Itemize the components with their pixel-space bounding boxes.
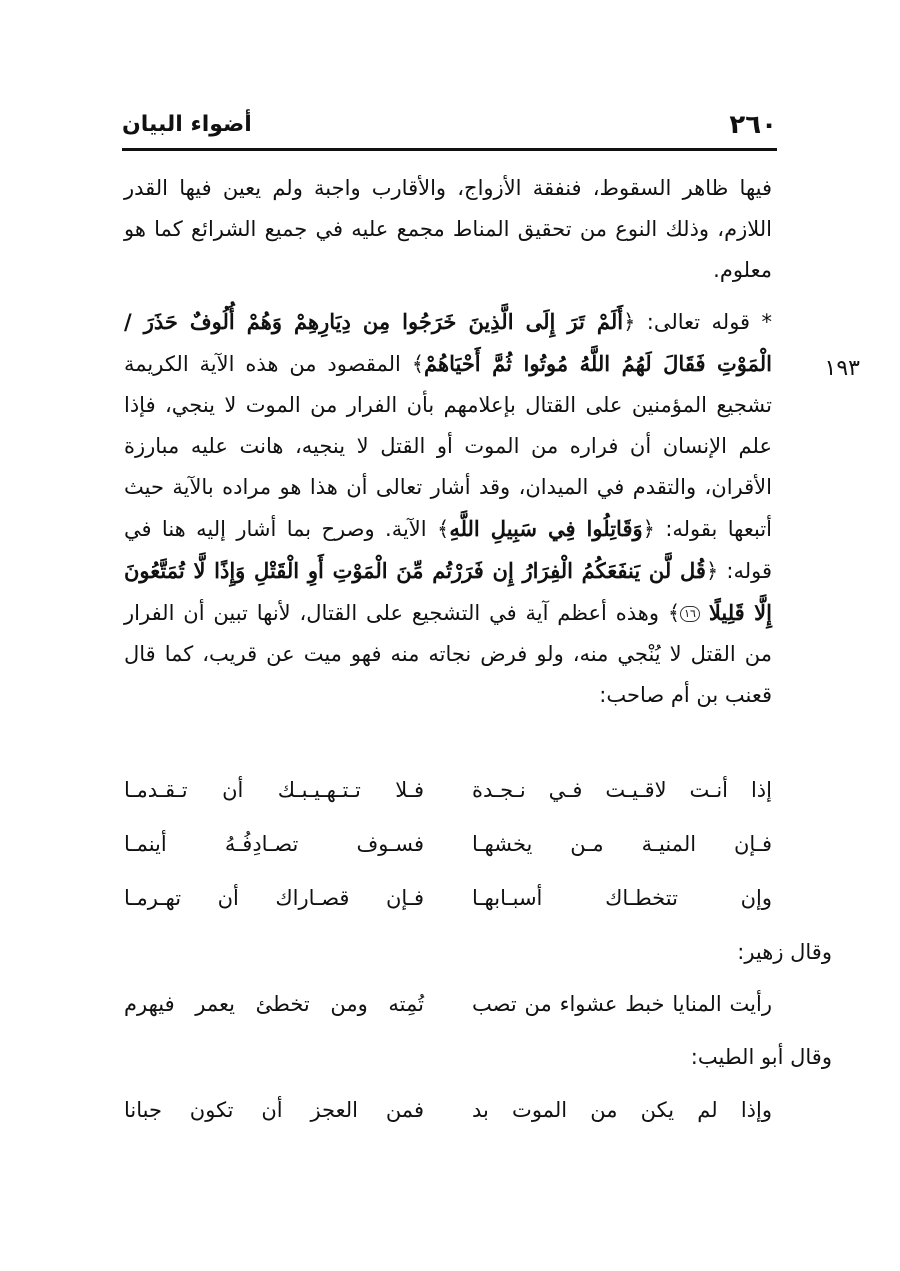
poem-line — [124, 992, 772, 1032]
quran-verse-2: وَقَاتِلُوا فِي سَبِيلِ اللَّهِ — [449, 516, 643, 541]
page-number: ٢٦٠ — [729, 110, 777, 140]
book-title: أضواء البيان — [122, 112, 252, 137]
second-hemistich: فسـوف تصـادِفُـهُ أينمـا — [124, 832, 424, 856]
abu-tayyib-intro: وقال أبو الطيب: — [690, 1045, 832, 1069]
poem-line — [124, 886, 772, 926]
paragraph-2-text-a: ﴾ المقصود من هذه الآية الكريمة تشجيع المؤمنين على القتال بإعلامهم بأن الفرار من الموت لا ينجي، فإذا علم الإنسان أن فراره من الموت أو القتل لا ينجيه، هانت عليه مبارزة الأقران، والتقدم في الميدان، وقد أشار تعالى أن هذا هو مراده بالآية حيث أتبعها بقوله: ﴿ — [124, 352, 772, 541]
margin-reference-number: ١٩٣ — [824, 356, 860, 381]
page-header — [122, 108, 777, 151]
paragraph-2 — [124, 301, 772, 716]
second-hemistich: تُمِته ومن تخطئ يعمر فيهرم — [124, 992, 424, 1016]
first-hemistich: فـإن المنيـة مـن يخشهـا — [472, 832, 772, 856]
paragraph-2-text-c: ﴾ وهذه أعظم آية في التشجيع على القتال، لأنها تبين أن الفرار من القتل لا يُنْجي منه، ولو فرض نجاته منه فهو ميت عن قريب، كما قال قعنب بن أم صاحب: — [124, 601, 772, 707]
first-hemistich: وإن تتخطـاك أسبـابهـا — [472, 886, 772, 910]
zuhair-intro: وقال زهير: — [737, 940, 832, 964]
first-hemistich: وإذا لم يكن من الموت بد — [472, 1098, 772, 1122]
quran-verse-3: قُل لَّن يَنفَعَكُمُ الْفِرَارُ إِن فَرَرْتُم مِّنَ الْمَوْتِ أَوِ الْقَتْلِ وَإِذًا لَّا تُمَتَّعُونَ إِلَّا قَلِيلًا — [124, 558, 772, 625]
paragraph-gap — [124, 291, 772, 301]
paragraph-1: فيها ظاهر السقوط، فنفقة الأزواج، والأقارب واجبة ولم يعين فيها القدر اللازم، وذلك النوع من تحقيق المناط مجمع عليه في جميع الشرائع كما هو معلوم. — [124, 176, 772, 282]
first-hemistich: إذا أنـت لاقـيـت فـي نـجـدة — [472, 778, 772, 802]
second-hemistich: فمن العجز أن تكون جبانا — [124, 1098, 424, 1122]
quran-verse-1: أَلَمْ تَرَ إِلَى الَّذِينَ خَرَجُوا مِن دِيَارِهِمْ وَهُمْ أُلُوفٌ حَذَرَ / الْمَوْتِ فَقَالَ لَهُمُ اللَّهُ مُوتُوا ثُمَّ أَحْيَاهُمْ — [124, 309, 772, 376]
ayah-number-badge: ١٦ — [680, 606, 700, 622]
first-hemistich: رأيت المنايا خبط عشواء من تصب — [472, 992, 772, 1016]
body-text — [124, 168, 772, 716]
second-hemistich: فـلا تـتـهـيـبـك أن تـقـدمـا — [124, 778, 424, 802]
paragraph-2-text-b: ﴾ الآية. وصرح بما أشار إليه هنا في قوله: ﴿ — [124, 517, 772, 583]
poem-line — [124, 778, 772, 818]
poem-line — [124, 1098, 772, 1138]
second-hemistich: فـإن قصـاراك أن تهـرمـا — [124, 886, 424, 910]
poem-line — [124, 832, 772, 872]
paragraph-2-intro: * قوله تعالى: ﴿ — [623, 310, 772, 334]
